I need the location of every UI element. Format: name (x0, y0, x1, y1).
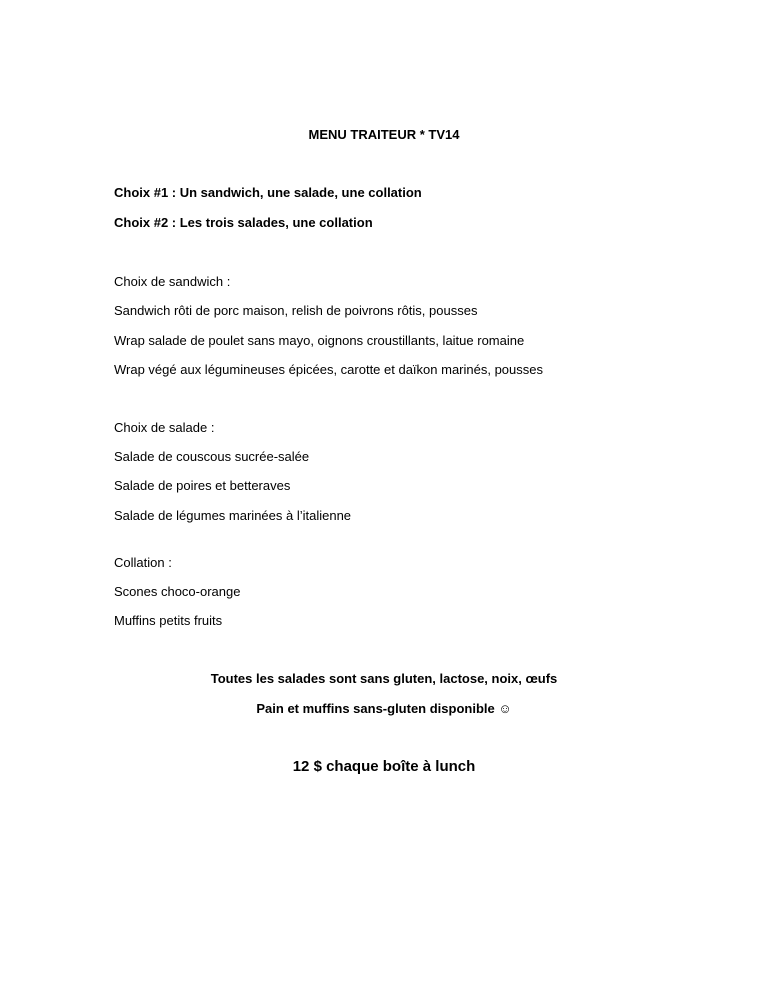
snack-item: Muffins petits fruits (114, 613, 223, 628)
allergen-note: Toutes les salades sont sans gluten, lactose, noix, œufs (210, 671, 558, 686)
salad-item: Salade de couscous sucrée-salée (114, 449, 310, 464)
sandwich-item: Wrap salade de poulet sans mayo, oignons croustillants, laitue romaine (114, 333, 525, 348)
sandwich-item: Wrap végé aux légumineuses épicées, carotte et daïkon marinés, pousses (114, 362, 543, 377)
choice-1: Choix #1 : Un sandwich, une salade, une collation (114, 185, 422, 200)
salad-item: Salade de légumes marinées à l’italienne (114, 508, 352, 523)
price-line: 12 $ chaque boîte à lunch (292, 758, 476, 775)
sandwich-heading: Choix de sandwich : (114, 274, 231, 289)
salad-item: Salade de poires et betteraves (114, 478, 291, 493)
snack-item: Scones choco-orange (114, 584, 241, 599)
salad-heading: Choix de salade : (114, 420, 215, 435)
snack-heading: Collation : (114, 555, 172, 570)
gluten-free-note: Pain et muffins sans-gluten disponible ☺ (256, 701, 512, 716)
page-title: MENU TRAITEUR * TV14 (308, 127, 460, 142)
choice-2: Choix #2 : Les trois salades, une collation (114, 215, 373, 230)
sandwich-item: Sandwich rôti de porc maison, relish de poivrons rôtis, pousses (114, 303, 478, 318)
